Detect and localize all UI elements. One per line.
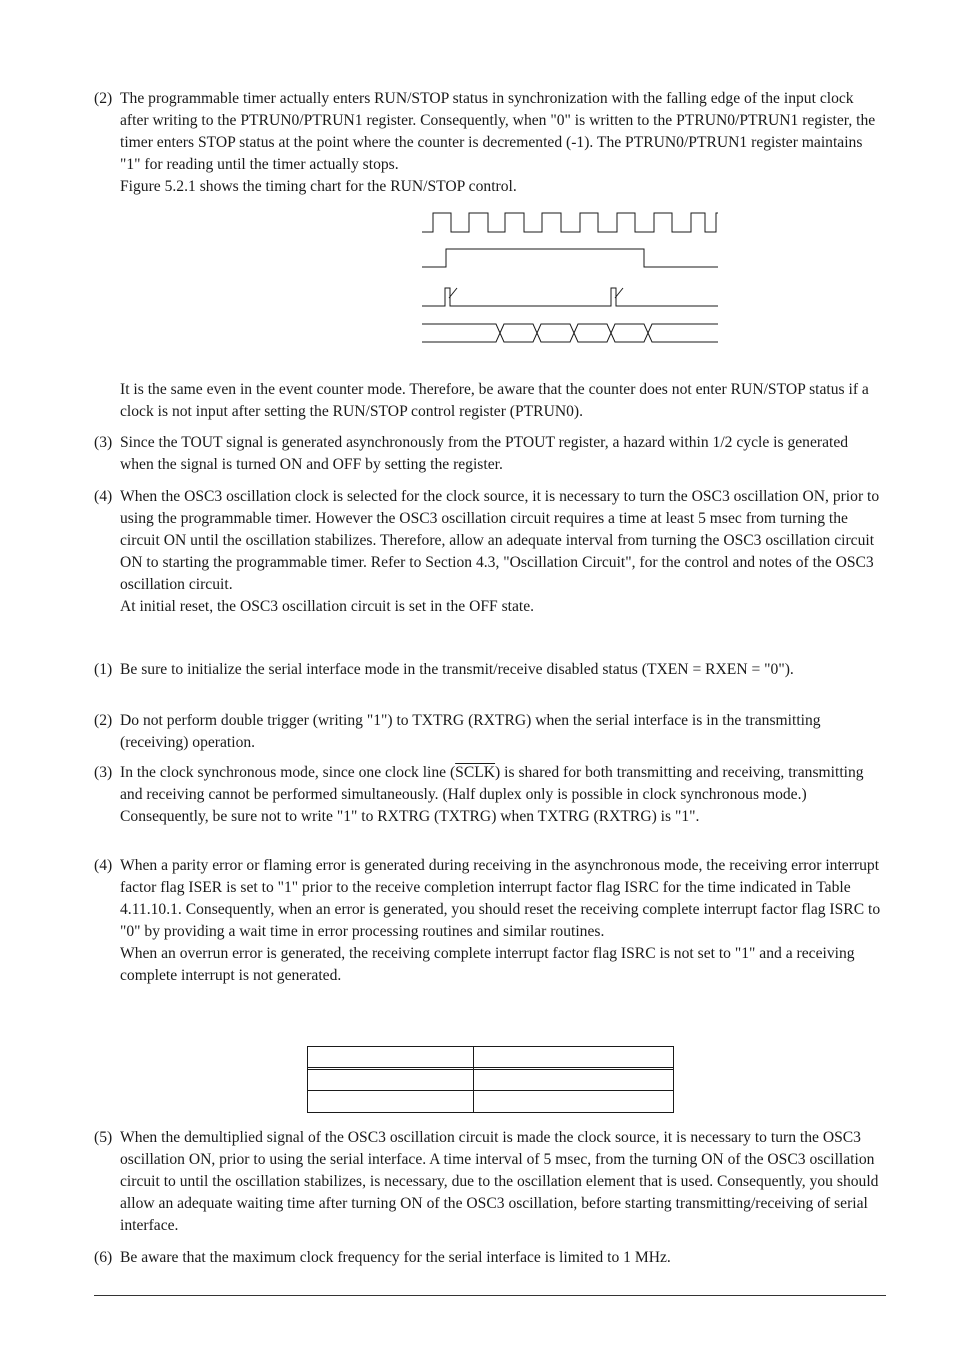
note-paragraph: When the demultiplied signal of the OSC3 oscillation circuit is made the clock source, it is necessary to turn the OSC3 oscillation ON, prior to using the serial interface. A time interval of 5 msec, from the turning ON of the OSC3 oscillation circuit to until the oscillation stabilizes, is necessary, due to the oscillation element that is used. Consequently, you should allow an adequate waiting time after turning ON of the OSC3 oscillation, before starting transmitting/receiving of serial interface. <box>120 1129 879 1234</box>
footer-rule <box>94 1295 886 1296</box>
note-number: (5) <box>94 1129 113 1146</box>
note-number: (3) <box>94 764 113 781</box>
note-number: (4) <box>94 488 113 505</box>
note-paragraph: Be aware that the maximum clock frequency for the serial interface is limited to 1 MHz. <box>120 1249 671 1266</box>
sclk-text-before: In the clock synchronous mode, since one clock line ( <box>120 764 456 781</box>
event-counter-note: It is the same even in the event counter mode. Therefore, be aware that the counter does not enter RUN/STOP status if a clock is not input after setting the RUN/STOP control register (PTRUN0). <box>120 381 869 420</box>
timer-note-2 <box>94 88 894 198</box>
note-paragraph: At initial reset, the OSC3 oscillation circuit is set in the OFF state. <box>120 598 535 615</box>
serial-note-1 <box>94 659 894 681</box>
run-stop-timing-chart <box>418 205 724 350</box>
note-paragraph: When the OSC3 oscillation clock is selected for the clock source, it is necessary to turn the OSC3 oscillation ON, prior to using the programmable timer. However the OSC3 oscillation circuit requires a time at least 5 msec from turning the circuit ON until the oscillation stabilizes. Therefore, allow an adequate interval from turning the OSC3 oscillation circuit ON to starting the programmable timer. Refer to Section 4.3, "Oscillation Circuit", for the control and notes of the OSC3 oscillation circuit. <box>120 488 880 593</box>
serial-note-6 <box>94 1247 894 1269</box>
note-paragraph: When a parity error or flaming error is generated during receiving in the asynchronous mode, the receiving error interrupt factor flag ISER is set to "1" prior to the receive completion interrupt factor flag ISRC for the time indicated in Table 4.11.10.1. Consequently, when an error is generated, you should reset the receiving complete interrupt factor flag ISRC to "0" by providing a wait time in error processing routines and similar routines. <box>120 857 881 940</box>
note-paragraph: Be sure to initialize the serial interface mode in the transmit/receive disabled status (TXEN = RXEN = "0"). <box>120 661 794 678</box>
note-number: (2) <box>94 712 113 729</box>
note-number: (4) <box>94 857 113 874</box>
note-paragraph: Figure 5.2.1 shows the timing chart for the RUN/STOP control. <box>120 178 517 195</box>
note-number: (1) <box>94 661 113 678</box>
note-number: (3) <box>94 434 113 451</box>
serial-note-2 <box>94 710 894 754</box>
input-clock-waveform <box>422 213 718 232</box>
serial-note-3 <box>94 762 894 828</box>
note-paragraph: The programmable timer actually enters RUN/STOP status in synchronization with the falling edge of the input clock after writing to the PTRUN0/PTRUN1 register. Consequently, when "0" is written to the PTRUN0/PTRUN1 register, the timer enters STOP status at the point where the counter is decremented (-1). The PTRUN0/PTRUN1 register maintains "1" for reading until the timer actually stops. <box>120 90 876 173</box>
timer-note-4 <box>94 486 894 618</box>
serial-note-4 <box>94 855 894 987</box>
note-paragraph: Do not perform double trigger (writing "1") to TXTRG (RXTRG) when the serial interface is in the transmitting (receiving) operation. <box>120 712 821 751</box>
sclk-signal-name: SCLK <box>455 764 496 781</box>
note-paragraph: When an overrun error is generated, the receiving complete interrupt factor flag ISRC is not set to "1" and a receiving complete interrupt is not generated. <box>120 945 855 984</box>
note-number: (6) <box>94 1249 113 1266</box>
counter-data-waveform <box>422 324 718 342</box>
run-status-waveform <box>422 288 718 306</box>
note-number: (2) <box>94 90 113 107</box>
note-paragraph <box>120 762 882 806</box>
note-paragraph: Since the TOUT signal is generated asynchronously from the PTOUT register, a hazard within 1/2 cycle is generated when the signal is turned ON and OFF by setting the register. <box>120 434 849 473</box>
ptrun-register-waveform <box>422 249 718 267</box>
receive-timing-table <box>306 1045 675 1115</box>
sclk-text-after: ) is shared for both transmitting and receiving, transmitting and receiving cannot be performed simultaneously. (Half duplex only is possible in clock synchronous mode.) <box>120 764 864 803</box>
timer-note-3 <box>94 432 894 476</box>
note-paragraph: Consequently, be sure not to write "1" to RXTRG (TXTRG) when TXTRG (RXTRG) is "1". <box>120 808 700 825</box>
serial-note-5 <box>94 1127 894 1237</box>
